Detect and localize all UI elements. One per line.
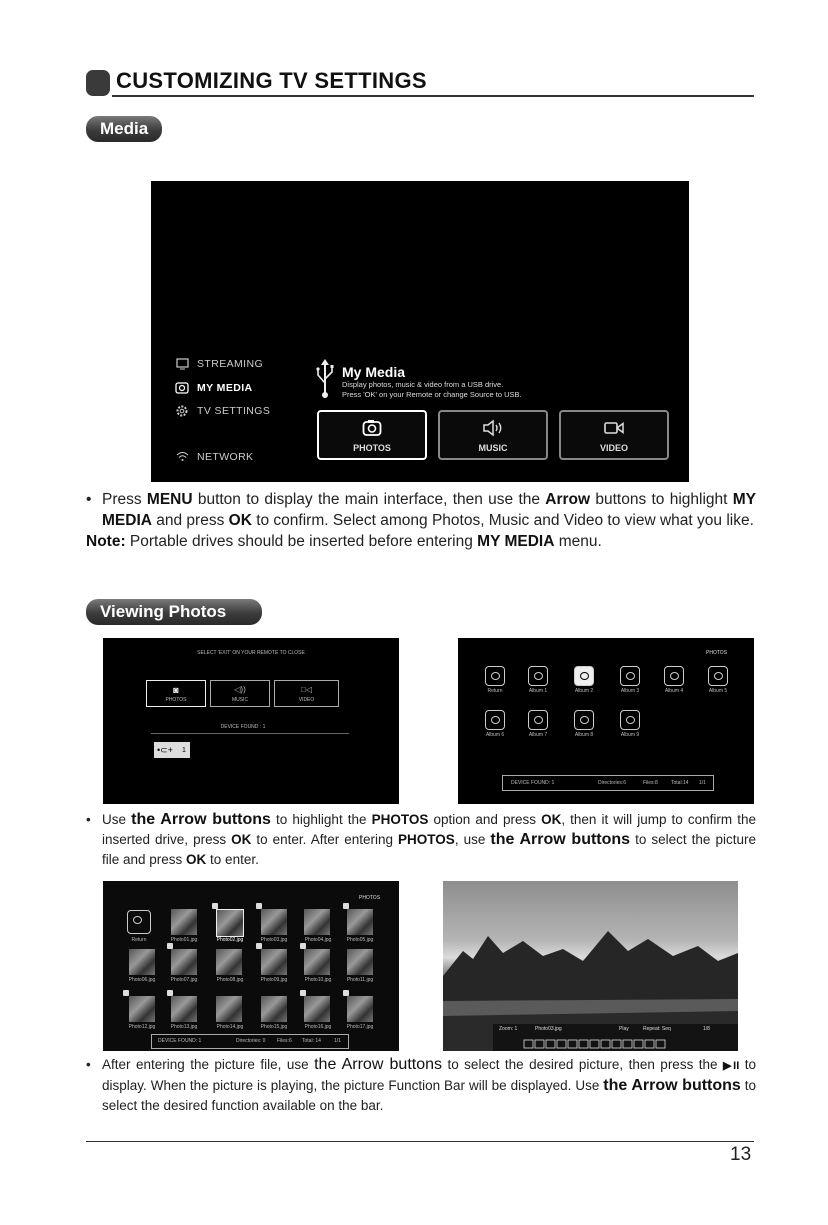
album-icon[interactable] xyxy=(485,710,505,730)
menu-item-my-media[interactable] xyxy=(175,381,253,394)
photo-thumbnail[interactable] xyxy=(216,996,242,1022)
video-camera-icon xyxy=(561,419,667,441)
album-icon[interactable] xyxy=(528,666,548,686)
bullet: • xyxy=(86,491,92,508)
item-label: Album 7 xyxy=(528,732,548,738)
photo-thumbnail[interactable] xyxy=(261,996,287,1022)
camera-icon: ◙ xyxy=(173,685,179,695)
tv-home-screen xyxy=(151,181,689,482)
tile-music[interactable] xyxy=(438,410,548,460)
album-icon[interactable] xyxy=(620,666,640,686)
photo-thumbnail[interactable] xyxy=(261,949,287,975)
item-label: Photo05.jpg xyxy=(346,937,374,943)
item-label: Album 1 xyxy=(528,688,548,694)
divider xyxy=(151,733,349,734)
album-icon[interactable] xyxy=(708,666,728,686)
my-media-desc-line1: Display photos, music & video from a USB drive. xyxy=(342,380,504,389)
camera-icon xyxy=(175,381,189,394)
item-label: Photo11.jpg xyxy=(346,977,374,983)
status-device: DEVICE FOUND: 1 xyxy=(511,780,555,786)
camera-icon xyxy=(319,419,425,441)
status-total: Total: 14 xyxy=(302,1038,321,1044)
photo-thumbnail[interactable] xyxy=(261,909,287,935)
instructions-playback xyxy=(86,1055,756,1116)
item-label: Album 3 xyxy=(620,688,640,694)
zoom-label: Zoom: 1 xyxy=(499,1026,518,1032)
bullet: • xyxy=(86,812,91,827)
repeat-label: Repeat: Seq xyxy=(643,1026,671,1032)
tile-photos-small[interactable] xyxy=(146,680,206,707)
item-label: Return xyxy=(131,937,147,943)
my-media-description xyxy=(342,380,522,400)
paragraph-3: After entering the picture file, use the Arrow buttons to select the desired picture, then press the ▶II to display. When the picture is playing, the picture Function Bar will be displayed. Use the Arrow buttons to select the desired function available on the bar. xyxy=(102,1056,757,1113)
tile-label: MUSIC xyxy=(478,443,508,453)
section-label-viewing-photos: Viewing Photos xyxy=(86,599,262,625)
item-label: Photo16.jpg xyxy=(304,1024,332,1030)
screen-title: PHOTOS xyxy=(706,650,728,656)
tile-video-small[interactable] xyxy=(274,680,339,707)
status-total: Total:14 xyxy=(671,780,689,786)
photo-thumbnail[interactable] xyxy=(347,909,373,935)
photo-thumbnail-selected[interactable] xyxy=(216,909,244,937)
item-label: Photo03.jpg xyxy=(260,937,288,943)
menu-item-tv-settings[interactable] xyxy=(175,404,270,417)
status-bar xyxy=(502,775,714,791)
usb-drive-number: 1 xyxy=(182,747,186,754)
photo-thumbnail[interactable] xyxy=(171,949,197,975)
section-marker-icon xyxy=(86,70,110,96)
photo-thumbnail[interactable] xyxy=(216,949,242,975)
item-label: Photo14.jpg xyxy=(216,1024,244,1030)
menu-item-label: TV SETTINGS xyxy=(197,404,271,417)
page-number: 13 xyxy=(730,1144,752,1165)
item-label: Photo07.jpg xyxy=(170,977,198,983)
photo-grid-screen xyxy=(103,881,399,1051)
play-label: Play xyxy=(619,1026,629,1032)
usb-drive-item[interactable] xyxy=(154,742,190,758)
photo-thumbnail[interactable] xyxy=(304,949,330,975)
exit-hint: SELECT 'EXIT' ON YOUR REMOTE TO CLOSE xyxy=(197,650,305,656)
usb-icon: •⊂+ xyxy=(157,745,173,755)
status-page: 1/1 xyxy=(334,1038,341,1044)
tile-music-small[interactable] xyxy=(210,680,270,707)
speaker-icon xyxy=(440,419,546,441)
photo-thumbnail[interactable] xyxy=(129,996,155,1022)
device-select-screen xyxy=(103,638,399,804)
speaker-icon: ◁)) xyxy=(234,685,246,694)
item-label: Album 9 xyxy=(620,732,640,738)
video-camera-icon: □◁ xyxy=(301,685,312,694)
gear-icon xyxy=(175,404,189,417)
item-label: Photo12.jpg xyxy=(128,1024,156,1030)
paragraph-2: Use the Arrow buttons to highlight the PHOTOS option and press OK, then it will jump to confirm the inserted drive, press OK to enter. After entering PHOTOS, use the Arrow buttons to select the picture file and press OK to enter. xyxy=(102,811,757,867)
page-title: CUSTOMIZING TV SETTINGS xyxy=(116,68,427,93)
menu-item-label: STREAMING xyxy=(197,357,264,370)
item-label: Photo04.jpg xyxy=(304,937,332,943)
menu-item-network[interactable] xyxy=(175,450,253,463)
tile-label: MUSIC xyxy=(231,697,249,703)
status-dirs: Directories: 0 xyxy=(236,1038,266,1044)
item-label: Photo02.jpg xyxy=(216,937,244,943)
tile-label: PHOTOS xyxy=(165,697,187,703)
status-device: DEVICE FOUND: 1 xyxy=(158,1038,202,1044)
item-label: Photo08.jpg xyxy=(216,977,244,983)
function-buttons xyxy=(523,1036,683,1051)
status-bar xyxy=(151,1034,349,1049)
item-label: Album 8 xyxy=(574,732,594,738)
usb-icon xyxy=(314,359,336,404)
photo-playback-screen xyxy=(443,881,738,1051)
album-icon[interactable] xyxy=(620,710,640,730)
status-files: Files:8 xyxy=(643,780,658,786)
tile-label: VIDEO xyxy=(599,443,628,453)
item-label: Album 2 xyxy=(574,688,594,694)
play-pause-icon: ▶II xyxy=(723,1060,740,1072)
tile-photos[interactable] xyxy=(317,410,427,460)
menu-item-streaming[interactable] xyxy=(175,357,263,370)
photo-thumbnail[interactable] xyxy=(171,909,197,935)
instructions-photos xyxy=(86,810,756,870)
return-icon[interactable] xyxy=(127,910,151,934)
photo-thumbnail[interactable] xyxy=(304,996,330,1022)
paragraph-1: Press MENU button to display the main interface, then use the Arrow buttons to highlight MY MEDIA and press OK to confirm. Select among Photos, Music and Video to view what you like. xyxy=(102,491,756,529)
bullet: • xyxy=(86,1057,91,1072)
item-label: Album 4 xyxy=(664,688,684,694)
tile-label: PHOTOS xyxy=(353,443,391,453)
photo-thumbnail[interactable] xyxy=(304,909,330,935)
menu-item-label: NETWORK xyxy=(197,450,254,463)
tile-video[interactable] xyxy=(559,410,669,460)
footer-divider xyxy=(86,1141,754,1142)
tile-label: VIDEO xyxy=(298,697,315,703)
item-label: Photo15.jpg xyxy=(260,1024,288,1030)
title-underline xyxy=(112,95,754,97)
menu-item-label: MY MEDIA xyxy=(197,381,253,394)
album-icon[interactable] xyxy=(664,666,684,686)
file-name: Photo03.jpg xyxy=(535,1026,562,1032)
photo-thumbnail[interactable] xyxy=(129,949,155,975)
item-label: Photo17.jpg xyxy=(346,1024,374,1030)
photo-albums-screen xyxy=(458,638,754,804)
monitor-icon xyxy=(175,357,189,370)
item-label: Album 5 xyxy=(708,688,728,694)
wifi-icon xyxy=(175,450,189,463)
status-files: Files:6 xyxy=(277,1038,292,1044)
album-icon-selected[interactable] xyxy=(574,666,594,686)
photo-thumbnail[interactable] xyxy=(347,996,373,1022)
album-icon[interactable] xyxy=(574,710,594,730)
section-label-media: Media xyxy=(86,116,162,142)
status-dirs: Directories:6 xyxy=(598,780,627,786)
instructions-menu xyxy=(86,489,756,552)
screen-title: PHOTOS xyxy=(359,895,381,901)
status-page: 1/1 xyxy=(699,780,706,786)
photo-thumbnail[interactable] xyxy=(347,949,373,975)
photo-thumbnail[interactable] xyxy=(171,996,197,1022)
note-line: Note: Portable drives should be inserted before entering MY MEDIA menu. xyxy=(86,533,602,550)
function-bar xyxy=(493,1024,738,1051)
my-media-title: My Media xyxy=(342,364,406,380)
item-label: Return xyxy=(487,688,503,694)
item-label: Photo10.jpg xyxy=(304,977,332,983)
item-label: Photo09.jpg xyxy=(260,977,288,983)
page-indicator: 1/8 xyxy=(703,1026,710,1032)
item-label: Photo06.jpg xyxy=(128,977,156,983)
album-icon[interactable] xyxy=(528,710,548,730)
item-label: Photo01.jpg xyxy=(170,937,198,943)
device-found-label: DEVICE FOUND : 1 xyxy=(220,724,266,730)
item-label: Album 6 xyxy=(485,732,505,738)
return-icon[interactable] xyxy=(485,666,505,686)
item-label: Photo13.jpg xyxy=(170,1024,198,1030)
my-media-desc-line2: Press 'OK' on your Remote or change Source to USB. xyxy=(342,390,522,399)
